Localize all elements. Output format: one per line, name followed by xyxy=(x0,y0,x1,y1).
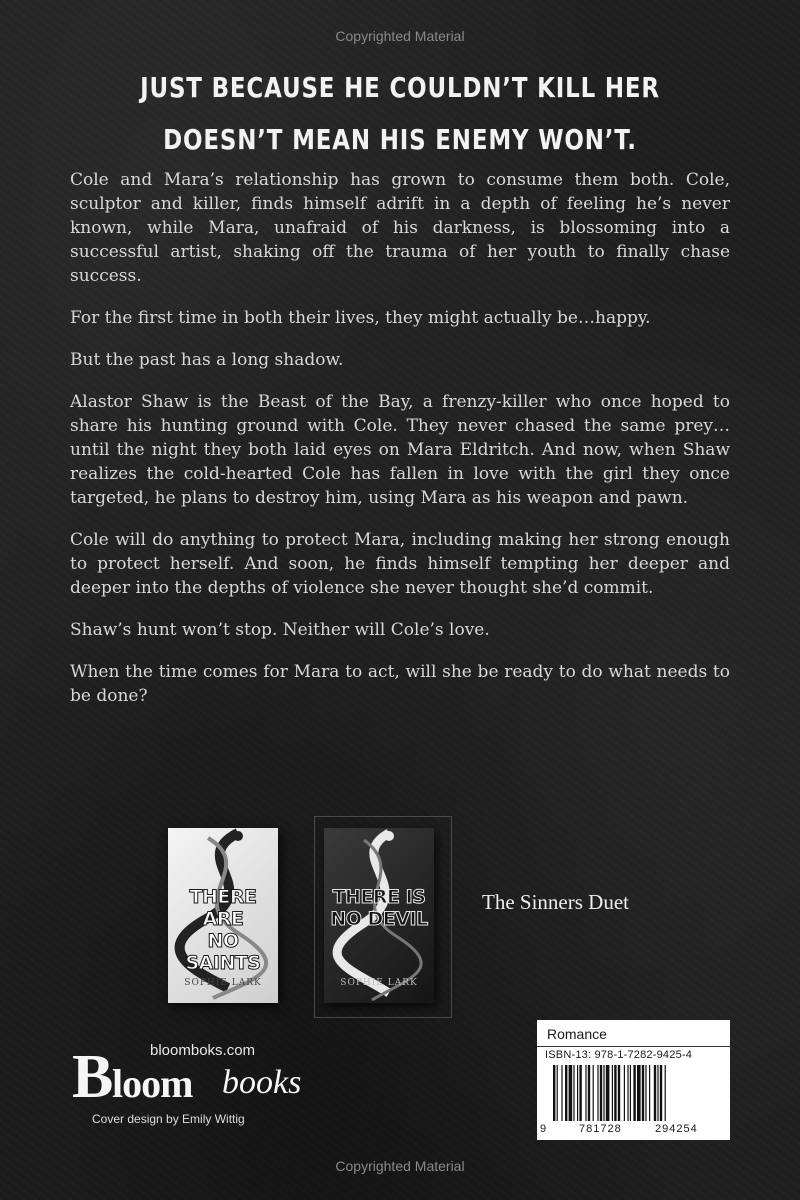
barcode-bar xyxy=(665,1065,666,1121)
barcode-bar xyxy=(597,1065,598,1121)
barcode-bar xyxy=(553,1065,555,1121)
barcode-bar xyxy=(627,1065,628,1121)
barcode-bar xyxy=(600,1065,602,1121)
barcode-bar xyxy=(561,1065,562,1121)
book-author: SOPHIE LARK xyxy=(184,978,262,988)
book-cover-there-are-no-saints xyxy=(168,828,278,1003)
barcode-bar xyxy=(606,1065,610,1121)
blurb-paragraph: Shaw’s hunt won’t stop. Neither will Cole’s love. xyxy=(70,620,490,640)
genre-label: Romance xyxy=(547,1026,607,1042)
book-title-line-1: THERE IS xyxy=(332,886,426,908)
book-title-line-2: NO SAINTS xyxy=(185,930,261,974)
barcode-bar xyxy=(624,1065,625,1121)
barcode-bar xyxy=(614,1065,616,1121)
logo-word-books: books xyxy=(222,1064,302,1101)
cover-design-credit: Cover design by Emily Wittig xyxy=(92,1112,245,1126)
blurb-paragraph: Cole will do anything to protect Mara, including making her strong enough to protect herself. And soon, he finds himself tempting her deeper and deeper into the depths of violence she never thought she’d commit. xyxy=(70,530,730,598)
barcode-bar xyxy=(654,1065,656,1121)
barcode-bars xyxy=(553,1065,713,1123)
barcode-bar xyxy=(642,1065,644,1121)
book-title-line-2: NO DEVIL xyxy=(330,908,428,930)
blurb-paragraph: But the past has a long shadow. xyxy=(70,350,344,370)
book-cover-there-is-no-devil xyxy=(324,828,434,1003)
book-title xyxy=(168,886,278,974)
blurb-paragraph: For the first time in both their lives, they might actually be…happy. xyxy=(70,308,651,328)
barcode-bar xyxy=(569,1065,573,1121)
barcode-bar xyxy=(603,1065,604,1121)
barcode-bar xyxy=(645,1065,646,1121)
headline-line-2: DOESN’T MEAN HIS ENEMY WON’T. xyxy=(163,123,637,156)
book-author: SOPHIE LARK xyxy=(340,978,418,988)
barcode-digits-group-1: 781728 xyxy=(579,1123,622,1135)
barcode-digit-first: 9 xyxy=(540,1123,547,1135)
blurb-paragraph: Cole and Mara’s relationship has grown to consume them both. Cole, sculptor and killer, finds himself adrift in a depth of feeling he’s never known, while Mara, unafraid of his darkness, is blossoming into a successful artist, shaking off the trauma of her youth to finally chase success. xyxy=(70,170,730,286)
barcode-bar xyxy=(630,1065,631,1121)
barcode-bar xyxy=(573,1065,574,1121)
barcode-bar xyxy=(612,1065,613,1121)
barcode-bar xyxy=(660,1065,662,1121)
barcode-bar xyxy=(577,1065,578,1121)
barcode-bar xyxy=(588,1065,590,1121)
barcode-bar xyxy=(557,1065,558,1121)
book-title-line-1: THERE ARE xyxy=(189,886,257,930)
book-blurb xyxy=(70,168,730,726)
blurb-paragraph: Alastor Shaw is the Beast of the Bay, a frenzy-killer who once hoped to share his hunting ground with Cole. They never chased the same prey…until the night they both laid eyes on Mara Eldritch. And now, when Shaw realizes the cold-hearted Cole has fallen in love with the girl they once targeted, he plans to destroy him, using Mara as his weapon and pawn. xyxy=(70,392,730,508)
barcode-bar xyxy=(649,1065,650,1121)
barcode-bar xyxy=(633,1065,635,1121)
logo-word-bloom: loom xyxy=(112,1061,193,1106)
barcode-bar xyxy=(657,1065,658,1121)
headline-line-1: JUST BECAUSE HE COULDN’T KILL HER xyxy=(140,71,660,104)
barcode-bar xyxy=(565,1065,567,1121)
barcode-bar xyxy=(579,1065,581,1121)
logo-initial: B xyxy=(72,1043,114,1111)
copyright-watermark-top: Copyrighted Material xyxy=(335,28,465,44)
barcode-bar xyxy=(618,1065,620,1121)
book-title xyxy=(324,886,434,930)
barcode-bar xyxy=(637,1065,641,1121)
isbn-barcode-box xyxy=(537,1020,730,1140)
barcode-digits-group-2: 294254 xyxy=(655,1123,698,1135)
blurb-paragraph: When the time comes for Mara to act, will she be ready to do what needs to be done? xyxy=(70,662,730,706)
publisher-url: bloomboks.com xyxy=(150,1042,256,1059)
isbn-number: ISBN-13: 978-1-7282-9425-4 xyxy=(545,1049,693,1061)
barcode-bar xyxy=(593,1065,594,1121)
copyright-watermark-bottom: Copyrighted Material xyxy=(335,1158,465,1174)
headline xyxy=(72,62,728,166)
barcode-bar xyxy=(585,1065,586,1121)
series-name: The Sinners Duet xyxy=(482,890,629,914)
divider xyxy=(537,1046,730,1047)
